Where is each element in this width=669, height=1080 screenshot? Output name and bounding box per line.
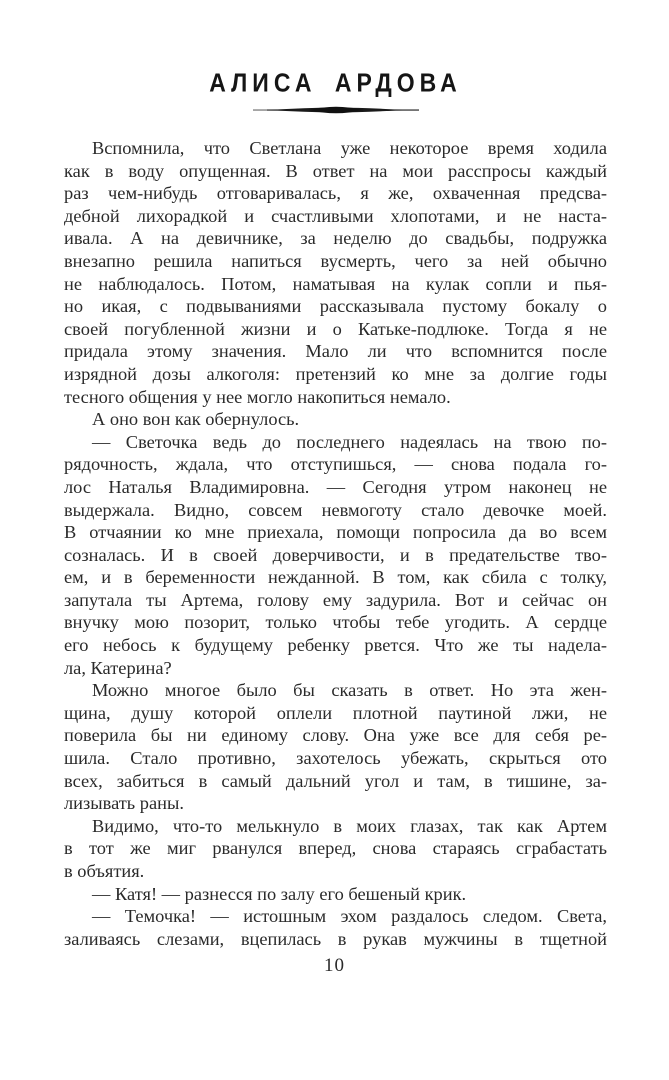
paragraph [64, 883, 607, 906]
paragraph [64, 408, 607, 431]
text-line: созналась. И в своей доверчивости, и в предательстве тво- [64, 544, 607, 565]
text-line: В отчаянии ко мне приехала, помощи попросила да во всем [64, 522, 607, 543]
text-line: Вспомнила, что Светлана уже некоторое время ходила [92, 138, 607, 158]
text-line: своей погубленной жизни и о Катьке-подлюке. Тогда я не [64, 318, 607, 339]
paragraph [64, 905, 607, 950]
text-line: ивала. А на девичнике, за неделю до свадьбы, подружка [64, 228, 607, 249]
text-line: ем, и в беременности нежданной. В том, как сбила с толку, [64, 567, 607, 588]
text-line: изрядной дозы алкоголя: претензий ко мне за долгие годы [64, 363, 607, 384]
text-line: как в воду опущенная. В ответ на мои расспросы каждый [64, 160, 607, 181]
text-line: придала этому значения. Мало ли что вспомнится после [64, 341, 607, 362]
book-header [64, 67, 607, 116]
text-line: его небось к будущему ребенку рвется. Что же ты надела- [64, 635, 607, 656]
paragraph [64, 815, 607, 883]
text-line: поверила бы ни единому слову. Она уже все для себя ре- [64, 725, 607, 746]
text-line: заливаясь слезами, вцепилась в рукав мужчины в тщетной [64, 928, 607, 949]
text-line: раз чем-нибудь отговаривалась, я же, охваченная предсва- [64, 183, 607, 204]
text-line: в объятия. [64, 861, 145, 881]
text-line: лос Наталья Владимировна. — Сегодня утром наконец не [64, 476, 607, 497]
paragraph [64, 431, 607, 680]
text-line: не наблюдалось. Потом, наматывая на кулак сопли и пья- [64, 273, 607, 294]
text-line: внучку мою позорит, только чтобы тебе угодить. А сердце [64, 612, 607, 633]
book-author-header: АЛИСА АРДОВА [209, 67, 462, 97]
header-divider-ornament [253, 104, 419, 116]
text-line: — Светочка ведь до последнего надеялась на твою по- [92, 431, 607, 452]
paragraph [64, 137, 607, 408]
text-line: но икая, с подвываниями рассказывала пустому бокалу о [64, 296, 607, 317]
text-line: А оно вон как обернулось. [92, 409, 300, 430]
text-line: ла, Катерина? [64, 657, 172, 678]
text-line: Можно многое было бы сказать в ответ. Но эта жен- [92, 680, 607, 701]
page-number: 10 [324, 955, 345, 976]
text-line: внезапно решила напиться вусмерть, чего за ней обычно [64, 250, 607, 271]
paragraph [64, 679, 607, 815]
text-line: шила. Стало противно, захотелось убежать, скрыться ото [64, 748, 607, 769]
text-line: дебной лихорадкой и счастливыми хлопотами, и не наста- [64, 205, 607, 226]
page-footer [0, 955, 669, 977]
text-line: лизывать раны. [64, 793, 184, 814]
text-line: — Катя! — разнесся по залу его бешеный крик. [92, 883, 467, 904]
text-line: выдержала. Видно, совсем невмоготу стало девочке моей. [64, 499, 607, 520]
text-line: всех, забиться в самый дальний угол и там, в тишине, за- [64, 770, 607, 791]
text-line: запутала ты Артема, голову ему задурила. Вот и сейчас он [64, 589, 607, 610]
text-line: — Темочка! — истошным эхом раздалось следом. Света, [92, 906, 607, 927]
text-line: щина, душу которой оплели плотной паутиной лжи, не [64, 702, 607, 723]
text-line: тесного общения у нее могло накопиться немало. [64, 386, 451, 407]
page-text [64, 137, 607, 950]
text-line: Видимо, что-то мелькнуло в моих глазах, так как Артем [92, 815, 607, 836]
text-line: в тот же миг рванулся вперед, снова стараясь сграбастать [64, 838, 607, 859]
text-line: рядочность, ждала, что отступишься, — снова подала го- [64, 454, 607, 475]
